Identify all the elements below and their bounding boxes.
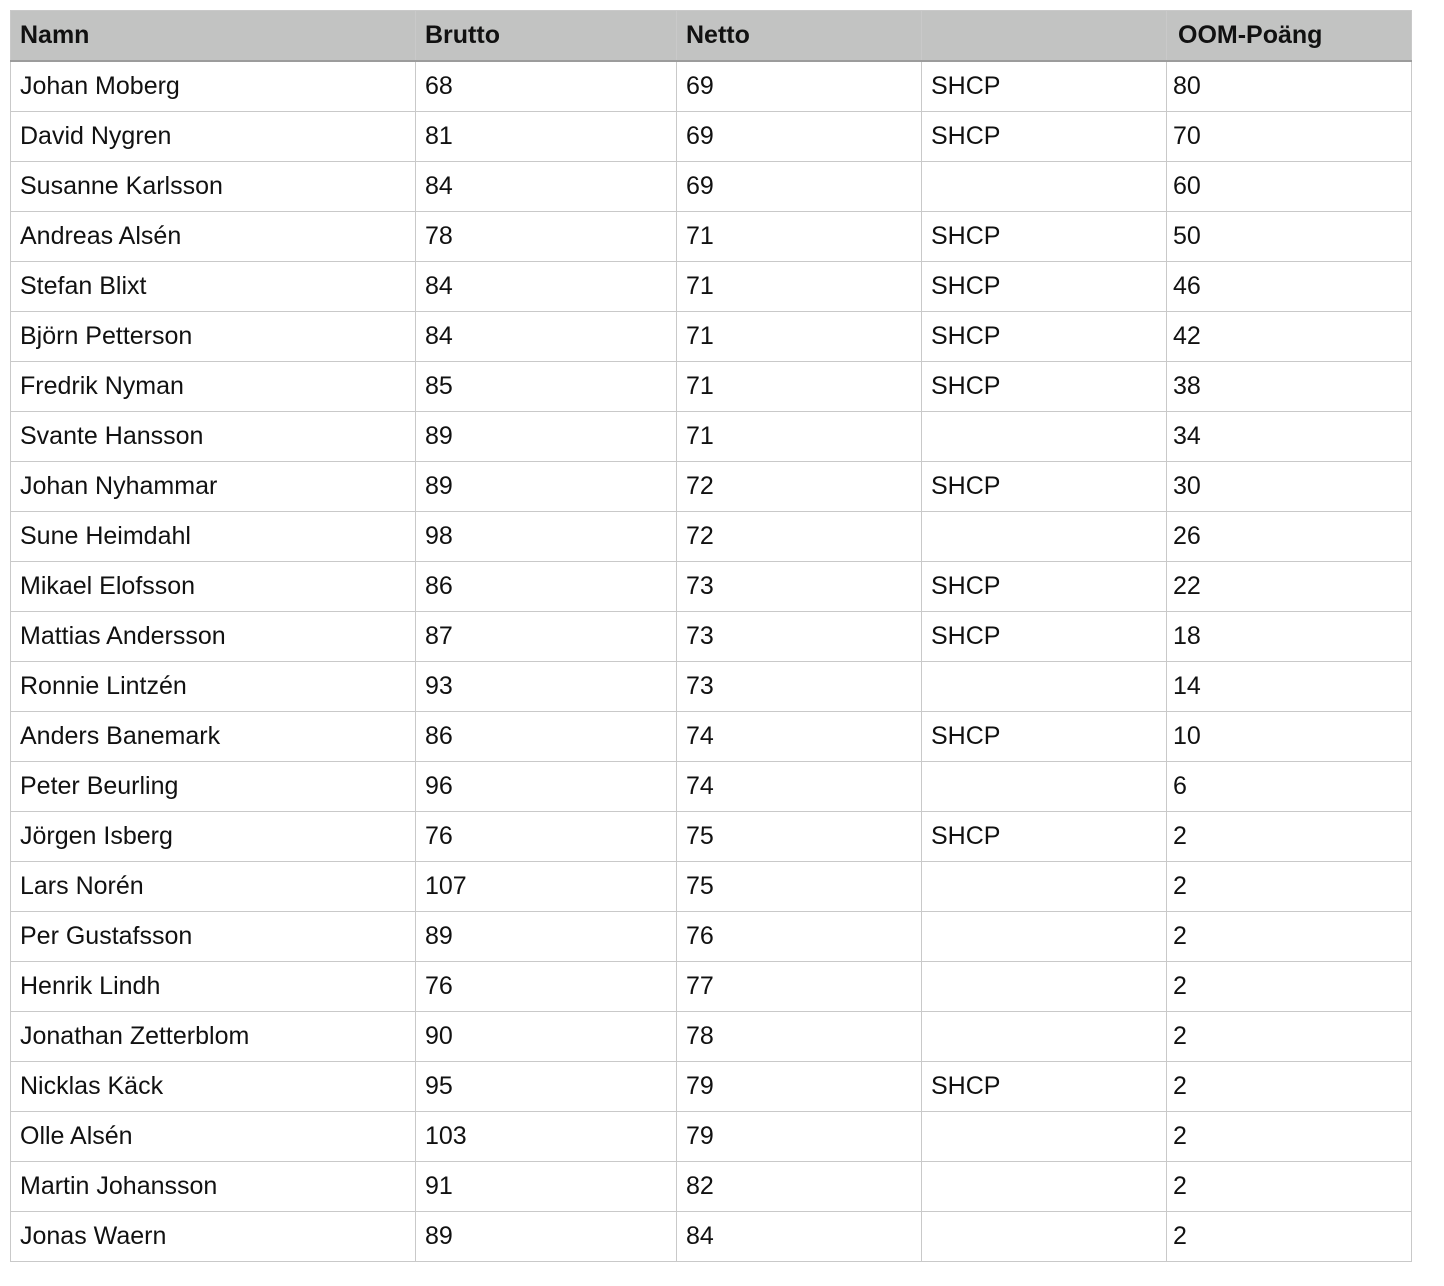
- cell-shcp[interactable]: SHCP: [922, 612, 1167, 662]
- cell-netto[interactable]: 71: [677, 312, 922, 362]
- cell-netto[interactable]: 76: [677, 912, 922, 962]
- cell-brutto[interactable]: 96: [416, 762, 677, 812]
- cell-shcp[interactable]: [922, 862, 1167, 912]
- cell-brutto[interactable]: 89: [416, 912, 677, 962]
- cell-netto[interactable]: 79: [677, 1062, 922, 1112]
- cell-brutto[interactable]: 90: [416, 1012, 677, 1062]
- table-row: [11, 962, 1412, 1012]
- cell-namn[interactable]: Fredrik Nyman: [11, 362, 416, 412]
- table-row: [11, 1212, 1412, 1262]
- cell-shcp[interactable]: [922, 912, 1167, 962]
- table-row: [11, 212, 1412, 262]
- cell-netto[interactable]: 71: [677, 212, 922, 262]
- table-row: [11, 712, 1412, 762]
- cell-netto[interactable]: 73: [677, 662, 922, 712]
- cell-namn[interactable]: Nicklas Käck: [11, 1062, 416, 1112]
- cell-oom-poang[interactable]: 30: [1167, 462, 1412, 512]
- cell-netto[interactable]: 75: [677, 862, 922, 912]
- cell-oom-poang[interactable]: 50: [1167, 212, 1412, 262]
- cell-namn[interactable]: Ronnie Lintzén: [11, 662, 416, 712]
- cell-brutto[interactable]: 86: [416, 712, 677, 762]
- cell-oom-poang[interactable]: 22: [1167, 562, 1412, 612]
- cell-netto[interactable]: 73: [677, 562, 922, 612]
- cell-netto[interactable]: 73: [677, 612, 922, 662]
- cell-oom-poang[interactable]: 10: [1167, 712, 1412, 762]
- cell-shcp[interactable]: [922, 1212, 1167, 1262]
- cell-shcp[interactable]: [922, 1112, 1167, 1162]
- cell-namn[interactable]: Mikael Elofsson: [11, 562, 416, 612]
- results-sheet: [10, 10, 1412, 1262]
- cell-namn[interactable]: Mattias Andersson: [11, 612, 416, 662]
- header-brutto[interactable]: Brutto: [416, 11, 677, 62]
- cell-brutto[interactable]: 107: [416, 862, 677, 912]
- cell-shcp[interactable]: SHCP: [922, 362, 1167, 412]
- cell-oom-poang[interactable]: 14: [1167, 662, 1412, 712]
- cell-oom-poang[interactable]: 2: [1167, 1112, 1412, 1162]
- cell-netto[interactable]: 82: [677, 1162, 922, 1212]
- table-row: [11, 312, 1412, 362]
- cell-shcp[interactable]: [922, 1012, 1167, 1062]
- table-row: [11, 462, 1412, 512]
- cell-shcp[interactable]: SHCP: [922, 712, 1167, 762]
- cell-shcp[interactable]: SHCP: [922, 562, 1167, 612]
- cell-brutto[interactable]: 76: [416, 812, 677, 862]
- table-row: [11, 1112, 1412, 1162]
- cell-namn[interactable]: Susanne Karlsson: [11, 162, 416, 212]
- cell-brutto[interactable]: 87: [416, 612, 677, 662]
- cell-netto[interactable]: 69: [677, 162, 922, 212]
- table-row: [11, 762, 1412, 812]
- cell-brutto[interactable]: 78: [416, 212, 677, 262]
- table-body: [11, 61, 1412, 1262]
- cell-brutto[interactable]: 81: [416, 112, 677, 162]
- cell-netto[interactable]: 74: [677, 762, 922, 812]
- cell-brutto[interactable]: 84: [416, 312, 677, 362]
- cell-namn[interactable]: Björn Petterson: [11, 312, 416, 362]
- cell-namn[interactable]: David Nygren: [11, 112, 416, 162]
- cell-shcp[interactable]: SHCP: [922, 61, 1167, 112]
- cell-oom-poang[interactable]: 2: [1167, 1162, 1412, 1212]
- cell-netto[interactable]: 84: [677, 1212, 922, 1262]
- table-row: [11, 912, 1412, 962]
- cell-oom-poang[interactable]: 2: [1167, 962, 1412, 1012]
- table-row: [11, 362, 1412, 412]
- table-row: [11, 412, 1412, 462]
- cell-netto[interactable]: 71: [677, 262, 922, 312]
- cell-oom-poang[interactable]: 38: [1167, 362, 1412, 412]
- cell-netto[interactable]: 69: [677, 61, 922, 112]
- table-row: [11, 262, 1412, 312]
- cell-oom-poang[interactable]: 2: [1167, 1212, 1412, 1262]
- table-row: [11, 662, 1412, 712]
- cell-shcp[interactable]: [922, 162, 1167, 212]
- cell-shcp[interactable]: [922, 962, 1167, 1012]
- cell-shcp[interactable]: [922, 762, 1167, 812]
- cell-shcp[interactable]: SHCP: [922, 1062, 1167, 1112]
- header-row: [11, 11, 1412, 62]
- cell-namn[interactable]: Jonas Waern: [11, 1212, 416, 1262]
- cell-oom-poang[interactable]: 2: [1167, 1012, 1412, 1062]
- header-namn[interactable]: Namn: [11, 11, 416, 62]
- cell-namn[interactable]: Martin Johansson: [11, 1162, 416, 1212]
- cell-oom-poang[interactable]: 18: [1167, 612, 1412, 662]
- cell-brutto[interactable]: 89: [416, 1212, 677, 1262]
- cell-netto[interactable]: 71: [677, 362, 922, 412]
- table-row: [11, 812, 1412, 862]
- cell-namn[interactable]: Sune Heimdahl: [11, 512, 416, 562]
- cell-brutto[interactable]: 89: [416, 412, 677, 462]
- cell-brutto[interactable]: 98: [416, 512, 677, 562]
- cell-namn[interactable]: Stefan Blixt: [11, 262, 416, 312]
- table-row: [11, 562, 1412, 612]
- cell-netto[interactable]: 77: [677, 962, 922, 1012]
- cell-namn[interactable]: Olle Alsén: [11, 1112, 416, 1162]
- table-row: [11, 1162, 1412, 1212]
- cell-shcp[interactable]: SHCP: [922, 312, 1167, 362]
- table-row: [11, 1062, 1412, 1112]
- cell-oom-poang[interactable]: 26: [1167, 512, 1412, 562]
- cell-oom-poang[interactable]: 70: [1167, 112, 1412, 162]
- cell-netto[interactable]: 71: [677, 412, 922, 462]
- table-row: [11, 112, 1412, 162]
- table-row: [11, 162, 1412, 212]
- table-row: [11, 61, 1412, 112]
- cell-oom-poang[interactable]: 80: [1167, 61, 1412, 112]
- cell-shcp[interactable]: [922, 1162, 1167, 1212]
- table-row: [11, 862, 1412, 912]
- cell-namn[interactable]: Andreas Alsén: [11, 212, 416, 262]
- cell-netto[interactable]: 75: [677, 812, 922, 862]
- cell-brutto[interactable]: 95: [416, 1062, 677, 1112]
- cell-namn[interactable]: Peter Beurling: [11, 762, 416, 812]
- cell-brutto[interactable]: 93: [416, 662, 677, 712]
- cell-namn[interactable]: Johan Nyhammar: [11, 462, 416, 512]
- cell-brutto[interactable]: 68: [416, 61, 677, 112]
- cell-shcp[interactable]: SHCP: [922, 112, 1167, 162]
- cell-oom-poang[interactable]: 2: [1167, 912, 1412, 962]
- cell-netto[interactable]: 72: [677, 512, 922, 562]
- cell-shcp[interactable]: [922, 512, 1167, 562]
- header-shcp[interactable]: [922, 11, 1167, 62]
- cell-shcp[interactable]: SHCP: [922, 812, 1167, 862]
- cell-netto[interactable]: 78: [677, 1012, 922, 1062]
- cell-shcp[interactable]: [922, 662, 1167, 712]
- cell-oom-poang[interactable]: 2: [1167, 812, 1412, 862]
- header-netto[interactable]: Netto: [677, 11, 922, 62]
- cell-oom-poang[interactable]: 34: [1167, 412, 1412, 462]
- cell-namn[interactable]: Per Gustafsson: [11, 912, 416, 962]
- table-row: [11, 512, 1412, 562]
- cell-brutto[interactable]: 84: [416, 162, 677, 212]
- cell-oom-poang[interactable]: 60: [1167, 162, 1412, 212]
- cell-namn[interactable]: Anders Banemark: [11, 712, 416, 762]
- cell-brutto[interactable]: 89: [416, 462, 677, 512]
- cell-brutto[interactable]: 91: [416, 1162, 677, 1212]
- cell-namn[interactable]: Svante Hansson: [11, 412, 416, 462]
- cell-oom-poang[interactable]: 46: [1167, 262, 1412, 312]
- cell-oom-poang[interactable]: 42: [1167, 312, 1412, 362]
- cell-shcp[interactable]: SHCP: [922, 212, 1167, 262]
- table-row: [11, 1012, 1412, 1062]
- header-oom-poang[interactable]: OOM-Poäng: [1167, 11, 1412, 62]
- cell-brutto[interactable]: 84: [416, 262, 677, 312]
- cell-netto[interactable]: 74: [677, 712, 922, 762]
- cell-namn[interactable]: Henrik Lindh: [11, 962, 416, 1012]
- cell-brutto[interactable]: 76: [416, 962, 677, 1012]
- cell-brutto[interactable]: 103: [416, 1112, 677, 1162]
- cell-shcp[interactable]: SHCP: [922, 462, 1167, 512]
- cell-brutto[interactable]: 85: [416, 362, 677, 412]
- cell-netto[interactable]: 79: [677, 1112, 922, 1162]
- cell-namn[interactable]: Jonathan Zetterblom: [11, 1012, 416, 1062]
- cell-netto[interactable]: 69: [677, 112, 922, 162]
- cell-netto[interactable]: 72: [677, 462, 922, 512]
- cell-oom-poang[interactable]: 2: [1167, 862, 1412, 912]
- cell-shcp[interactable]: SHCP: [922, 262, 1167, 312]
- cell-brutto[interactable]: 86: [416, 562, 677, 612]
- cell-oom-poang[interactable]: 6: [1167, 762, 1412, 812]
- cell-oom-poang[interactable]: 2: [1167, 1062, 1412, 1112]
- results-table: [10, 10, 1412, 1262]
- cell-namn[interactable]: Johan Moberg: [11, 61, 416, 112]
- table-row: [11, 612, 1412, 662]
- cell-namn[interactable]: Lars Norén: [11, 862, 416, 912]
- cell-namn[interactable]: Jörgen Isberg: [11, 812, 416, 862]
- cell-shcp[interactable]: [922, 412, 1167, 462]
